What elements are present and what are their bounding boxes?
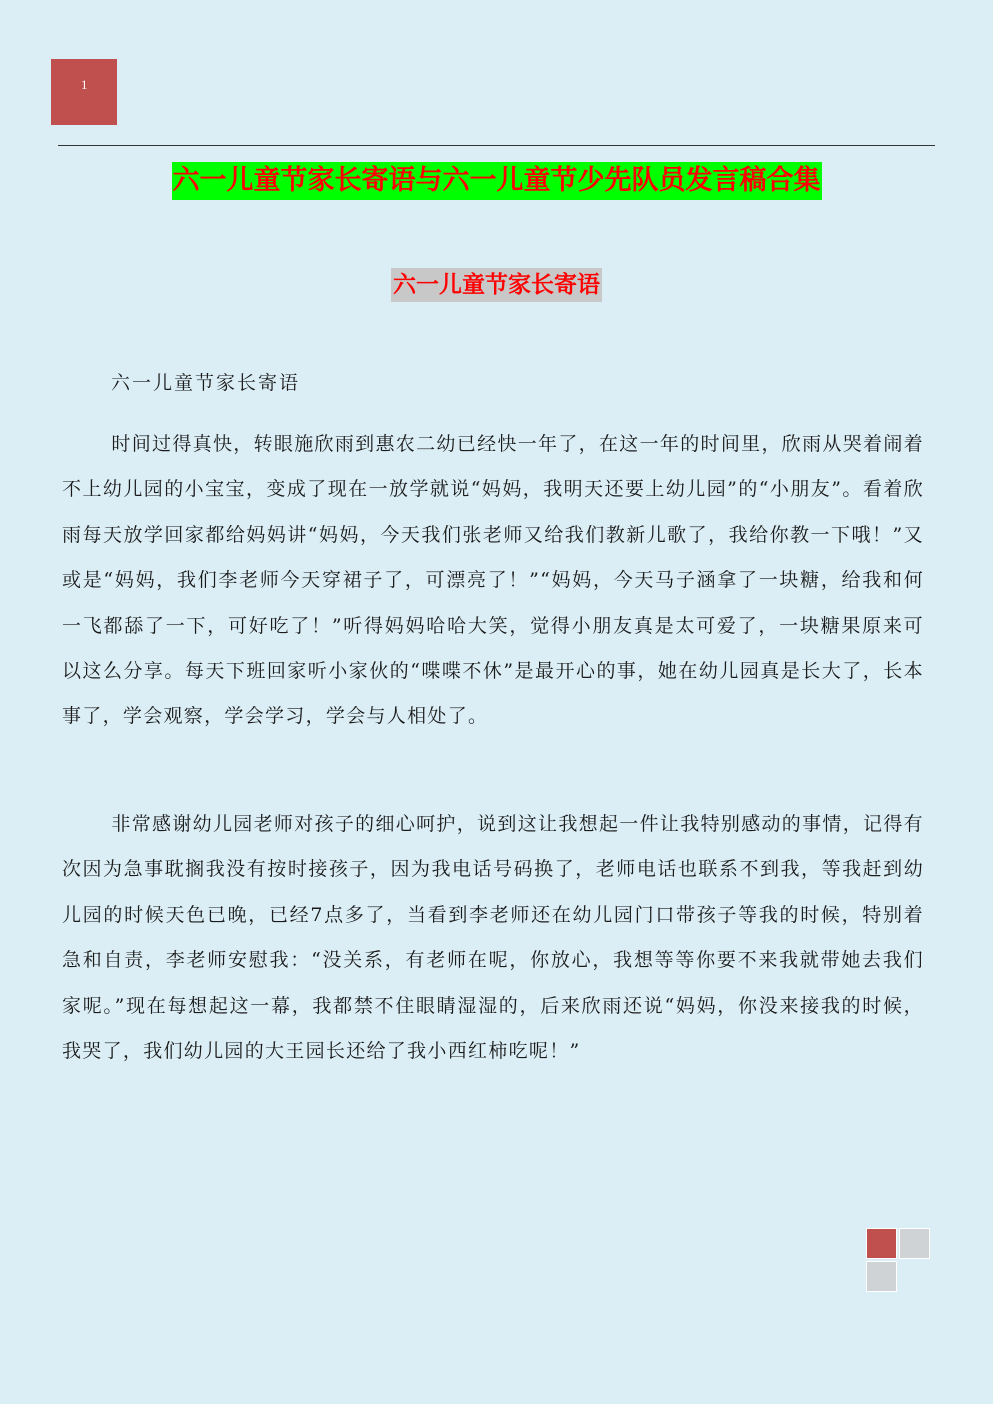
subheading: 六一儿童节家长寄语 [111,372,301,394]
document-title: 六一儿童节家长寄语与六一儿童节少先队员发言稿合集 [172,162,822,200]
decoration-square-red [866,1228,897,1259]
header-divider [58,145,935,146]
section-title: 六一儿童节家长寄语 [391,268,602,302]
section-title-container [0,268,993,302]
corner-decoration [866,1228,934,1294]
paragraph-2: 非常感谢幼儿园老师对孩子的细心呵护，说到这让我想起一件让我特别感动的事情，记得有次因为急事耽搁我没有按时接孩子，因为我电话号码换了，老师电话也联系不到我，等我赶到幼儿园的时候天色已晚，已经7点多了，当看到李老师还在幼儿园门口带孩子等我的时候，特别着急和自责，李老师安慰我：“没关系，有老师在呢，你放心，我想等等你要不来我就带她去我们家呢。”现在每想起这一幕，我都禁不住眼睛湿湿的，后来欣雨还说“妈妈，你没来接我的时候，我哭了，我们幼儿园的大王园长还给了我小西红柿吃呢！” [62,813,924,1063]
page-number-badge [51,59,117,125]
page-number: 1 [81,77,88,92]
paragraph-1: 时间过得真快，转眼施欣雨到惠农二幼已经快一年了，在这一年的时间里，欣雨从哭着闹着不上幼儿园的小宝宝，变成了现在一放学就说“妈妈，我明天还要上幼儿园”的“小朋友”。看着欣雨每天放学回家都给妈妈讲“妈妈，今天我们张老师又给我们教新儿歌了，我给你教一下哦！”又或是“妈妈，我们李老师今天穿裙子了，可漂亮了！”“妈妈，今天马子涵拿了一块糖，给我和何一飞都舔了一下，可好吃了！”听得妈妈哈哈大笑，觉得小朋友真是太可爱了，一块糖果原来可以这么分享。每天下班回家听小家伙的“喋喋不休”是最开心的事，她在幼儿园真是长大了，长本事了，学会观察，学会学习，学会与人相处了。 [62,433,924,728]
document-title-container [0,162,993,200]
decoration-square-gray [866,1261,897,1292]
decoration-square-gray [899,1228,930,1259]
